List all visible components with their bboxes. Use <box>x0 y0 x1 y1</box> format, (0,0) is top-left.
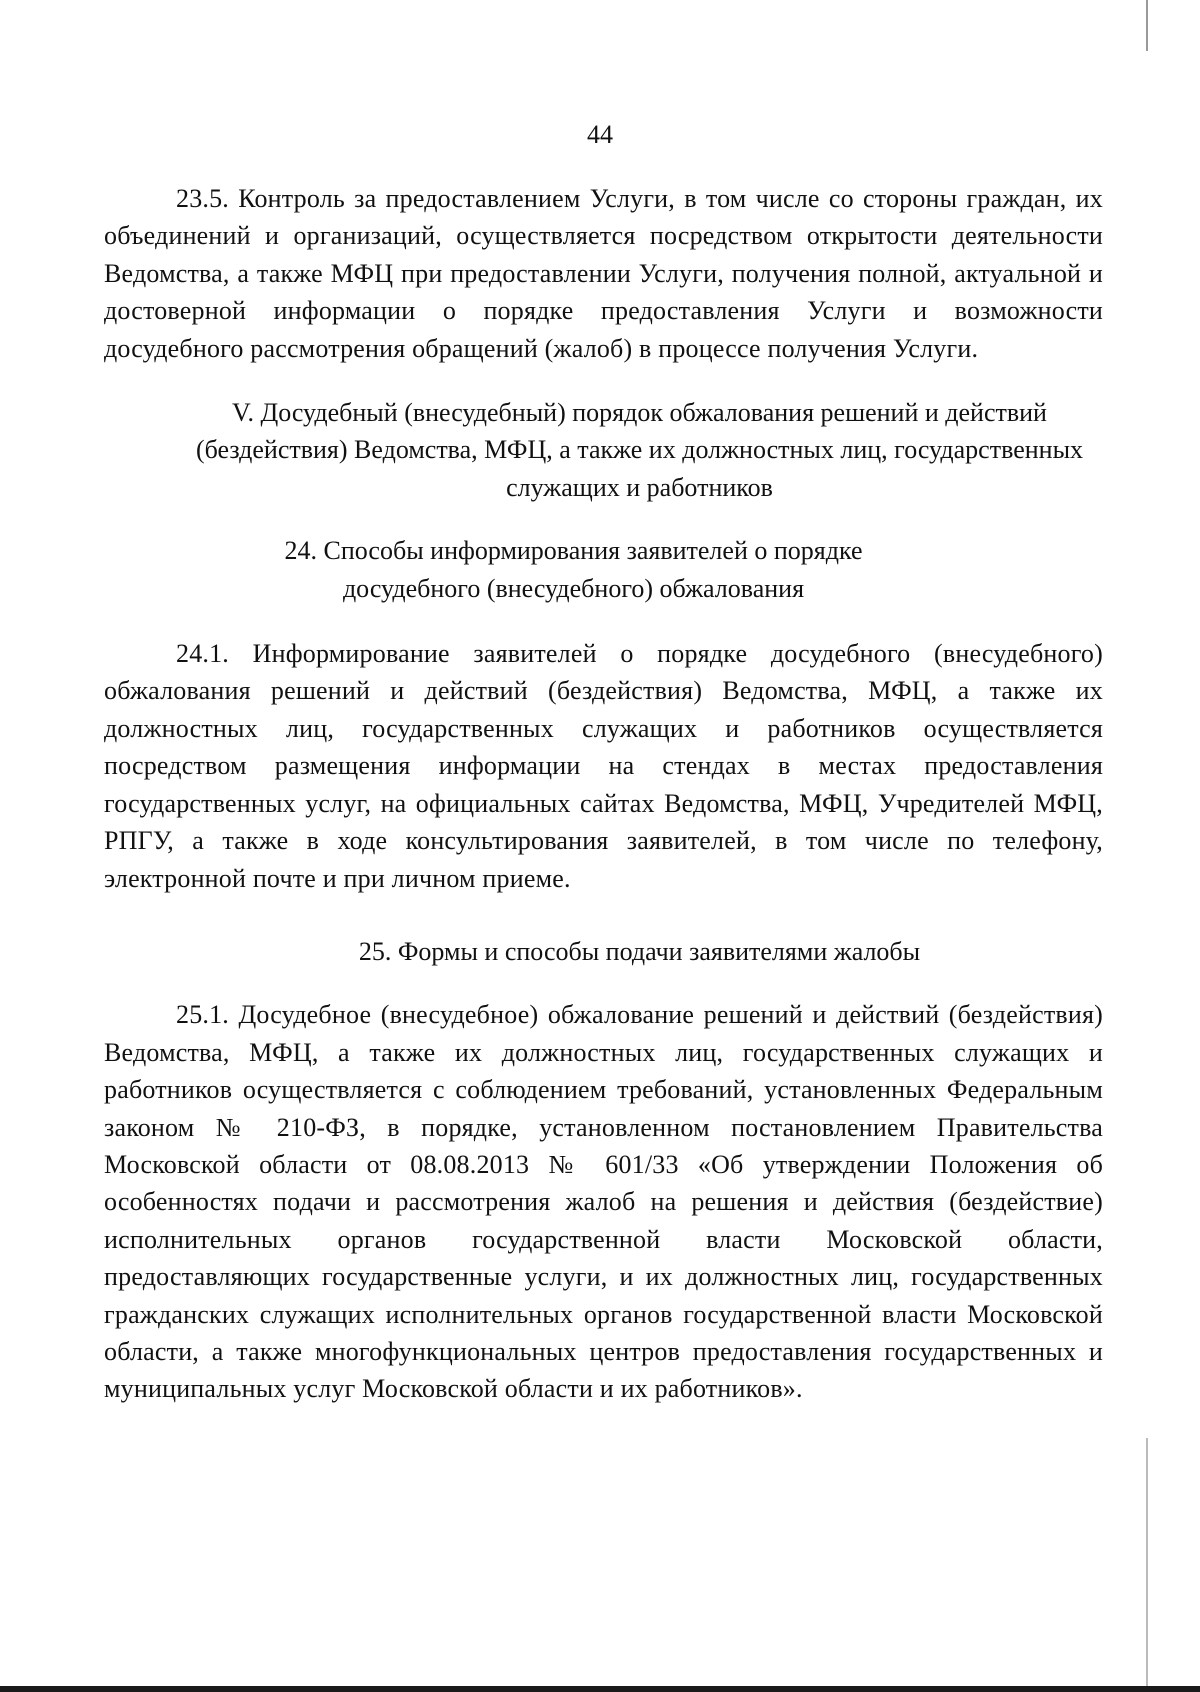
paragraph-25-1: 25.1. Досудебное (внесудебное) обжалование решений и действий (бездействия) Ведомства, МФЦ, а также их должностных лиц, государственных служащих и работников осуществляется с соблюдением требований, установленных Федеральным законом № 210-ФЗ, в порядке, установленном постановлением Правительства Московской области от 08.08.2013 № 601/33 «Об утверждении Положения об особенностях подачи и рассмотрения жалоб на решения и действия (бездействие) исполнительных органов государственной власти Московской области, предоставляющих государственные услуги, и их должностных лиц, государственных гражданских служащих исполнительных органов государственной власти Московской области, а также многофункциональных центров предоставления государственных и муниципальных услуг Московской области и их работников». <box>104 1000 1103 1404</box>
scan-edge-line <box>1146 0 1148 1692</box>
scan-edge-bottom <box>0 1686 1200 1692</box>
section-25-heading: 25. Формы и способы подачи заявителями жалобы <box>358 936 921 966</box>
section-v-heading: V. Досудебный (внесудебный) порядок обжалования решений и действий (бездействия) Ведомства, МФЦ, а также их должностных лиц, государственных служащих и работников <box>195 398 1084 502</box>
paragraph-23-5: 23.5. Контроль за предоставлением Услуги, в том числе со стороны граждан, их объединений и организаций, осуществляется посредством открытости деятельности Ведомства, а также МФЦ при предоставлении Услуги, получения полной, актуальной и достоверной информации о порядке предоставления Услуги и возможности досудебного рассмотрения обращений (жалоб) в процессе получения Услуги. <box>104 184 1103 363</box>
page-number: 44 <box>587 120 613 149</box>
document-body <box>104 180 1103 1408</box>
section-24-heading: 24. Способы информирования заявителей о порядке досудебного (внесудебного) обжалования <box>284 536 863 603</box>
paragraph-24-1: 24.1. Информирование заявителей о порядке досудебного (внесудебного) обжалования решений и действий (бездействия) Ведомства, МФЦ, а также их должностных лиц, государственных служащих и работников осуществляется посредством размещения информации на стендах в местах предоставления государственных услуг, на официальных сайтах Ведомства, МФЦ, Учредителей МФЦ, РПГУ, а также в ходе консультирования заявителей, в том числе по телефону, электронной почте и при личном приеме. <box>104 639 1103 893</box>
